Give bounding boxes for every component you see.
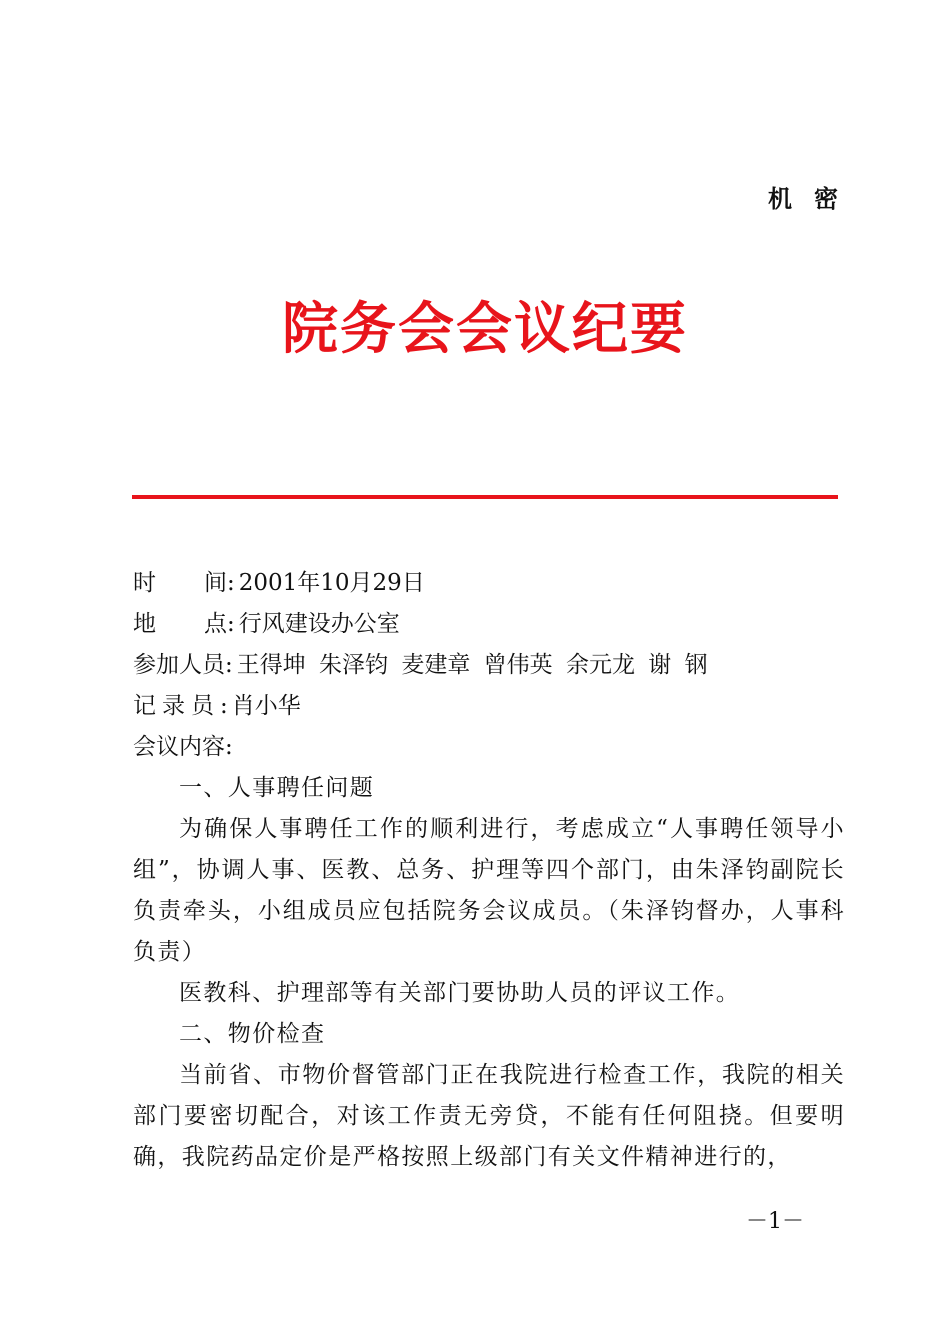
recorder-value: 肖小华 <box>231 693 301 719</box>
content-label: 会议内容: <box>133 734 233 760</box>
title-divider <box>132 495 838 499</box>
page-number: －1－ <box>746 1209 804 1234</box>
recorder-colon: : <box>220 693 228 719</box>
meta-row-time <box>133 563 853 604</box>
section2-paragraph-1: 当前省、市物价督管部门正在我院进行检查工作，我院的相关部门要密切配合，对该工作责无旁贷，不能有任何阻挠。但要明确，我院药品定价是严格按照上级部门有关文件精神进行的， <box>133 1062 845 1170</box>
attendees-label: 参加人员 <box>133 652 225 678</box>
meta-row-recorder <box>133 686 853 727</box>
attendees-value: 王得坤 朱泽钧 麦建章 曾伟英 余元龙 谢 钢 <box>236 652 708 678</box>
attendees-colon: : <box>225 652 233 678</box>
place-value: 行风建设办公室 <box>238 611 400 637</box>
section1-paragraph-2: 医教科、护理部等有关部门要协助人员的评议工作。 <box>179 980 741 1006</box>
section2-heading: 二、物价检查 <box>179 1021 326 1047</box>
recorder-label: 记录员 <box>133 693 220 719</box>
time-value: 2001年10月29日 <box>238 570 425 596</box>
time-label: 时间 <box>133 570 227 596</box>
place-colon: : <box>227 611 235 637</box>
meta-row-content <box>133 727 853 768</box>
confidential-mark: 机密 <box>768 185 860 213</box>
meeting-meta <box>133 563 853 768</box>
section1-heading: 一、人事聘任问题 <box>179 775 375 801</box>
meeting-body <box>133 768 845 1178</box>
section1-paragraph-1: 为确保人事聘任工作的顺利进行，考虑成立“人事聘任领导小组”，协调人事、医教、总务、护理等四个部门，由朱泽钧副院长负责牵头，小组成员应包括院务会议成员。（朱泽钧督办，人事科负责） <box>133 816 845 965</box>
document-title: 院务会会议纪要 <box>282 297 688 362</box>
time-colon: : <box>227 570 235 596</box>
meta-row-attendees <box>133 645 853 686</box>
place-label: 地点 <box>133 611 227 637</box>
meta-row-place <box>133 604 853 645</box>
